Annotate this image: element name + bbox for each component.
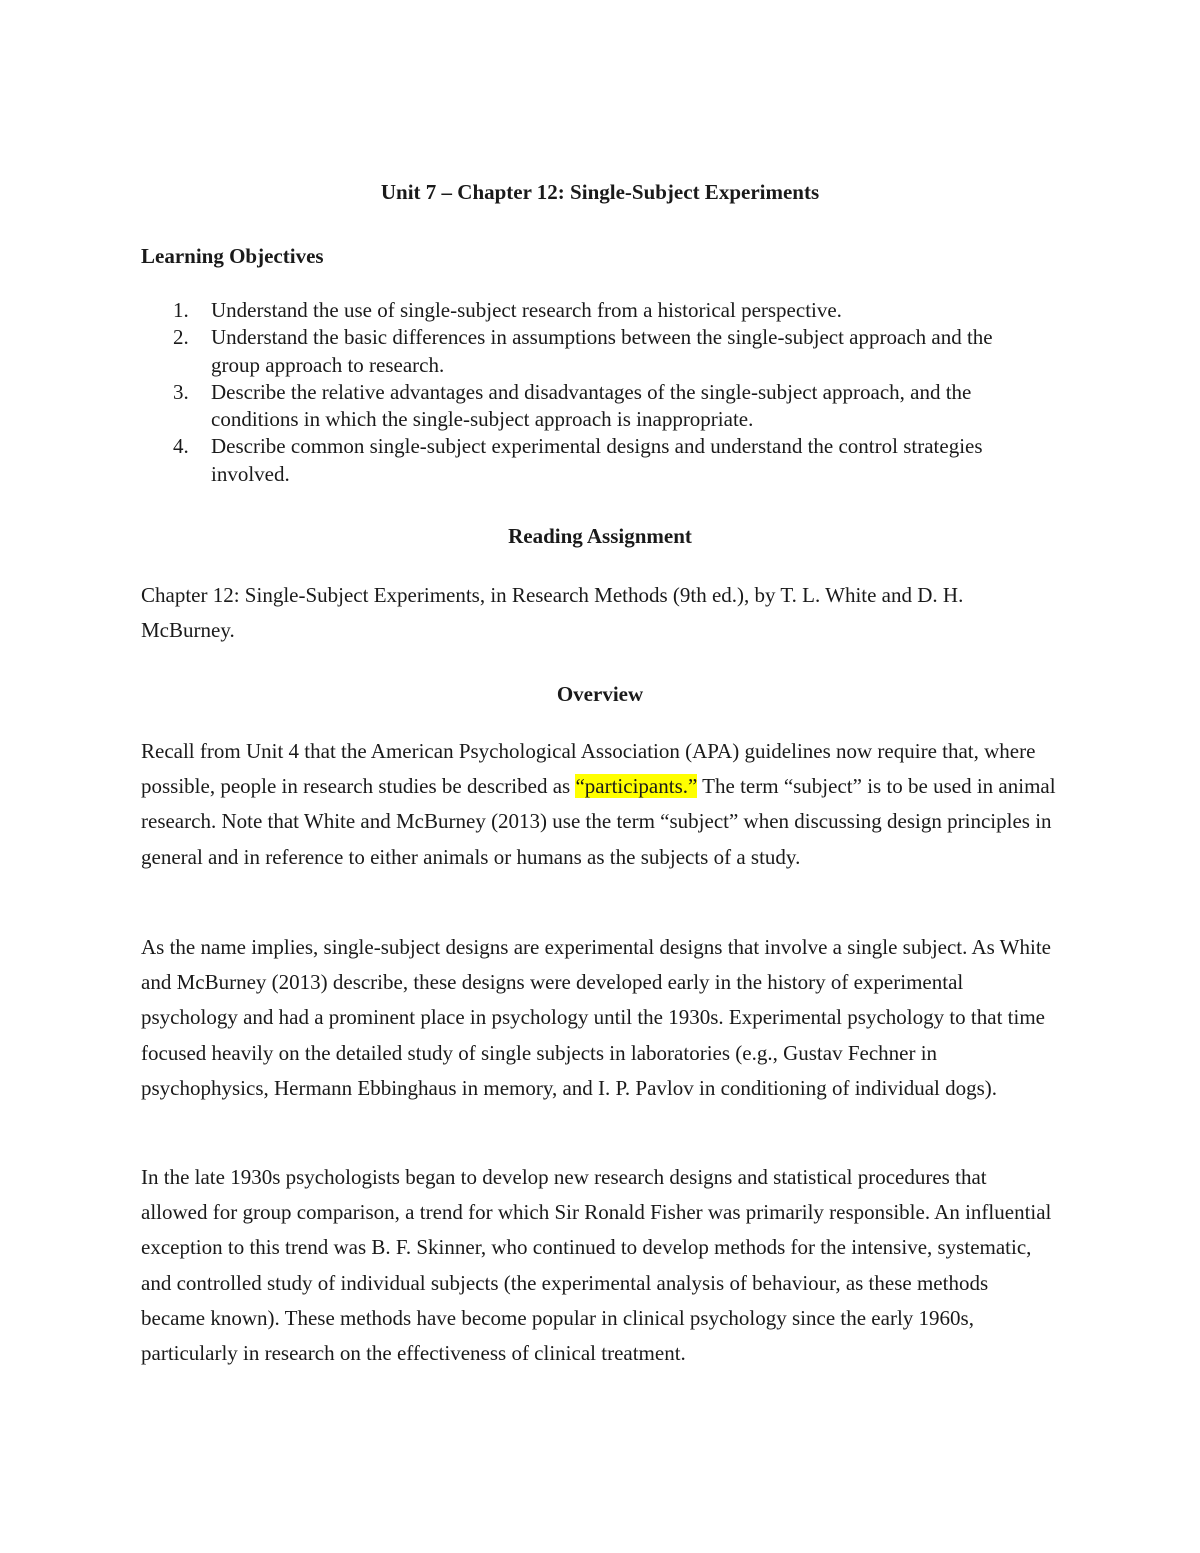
list-item-number: 2. bbox=[173, 325, 189, 350]
list-item-number: 1. bbox=[173, 298, 189, 322]
list-item bbox=[141, 324, 1041, 379]
list-item bbox=[141, 297, 1041, 324]
learning-objectives-heading: Learning Objectives bbox=[141, 244, 324, 268]
reading-assignment-heading: Reading Assignment bbox=[508, 524, 692, 548]
list-item-text: Describe common single-subject experimental designs and understand the control strategies involved. bbox=[211, 434, 983, 486]
list-item-text: Understand the use of single-subject research from a historical perspective. bbox=[211, 298, 842, 322]
overview-paragraph-1 bbox=[141, 734, 1056, 875]
overview-paragraph-2: As the name implies, single-subject designs are experimental designs that involve a single subject. As White and McBurney (2013) describe, these designs were developed early in the history of experimental psychology and had a prominent place in psychology until the 1930s. Experimental psychology to that time focused heavily on the detailed study of single subjects in laboratories (e.g., Gustav Fechner in psychophysics, Hermann Ebbinghaus in memory, and I. P. Pavlov in conditioning of individual dogs). bbox=[141, 935, 1051, 1100]
overview-paragraph-3: In the late 1930s psychologists began to develop new research designs and statistical procedures that allowed for group comparison, a trend for which Sir Ronald Fisher was primarily responsible. An influential exception to this trend was B. F. Skinner, who continued to develop methods for the intensive, systematic, and controlled study of individual subjects (the experimental analysis of behaviour, as these methods became known). These methods have become popular in clinical psychology since the early 1960s, particularly in research on the effectiveness of clinical treatment. bbox=[141, 1165, 1052, 1366]
list-item bbox=[141, 379, 1041, 434]
list-item-number: 3. bbox=[173, 379, 189, 404]
paragraph-text: The term “subject” is to be used in animal research. Note that White and McBurney (2013) use the term “subject” when discussing design principles in general and in reference to either animals or humans as the subjects of a study. bbox=[141, 774, 1056, 869]
learning-objectives-list bbox=[141, 297, 1041, 488]
overview-heading: Overview bbox=[556, 682, 644, 706]
document-title: Unit 7 – Chapter 12: Single-Subject Experiments bbox=[380, 180, 820, 204]
list-item bbox=[141, 433, 1041, 488]
list-item-number: 4. bbox=[173, 434, 189, 459]
list-item-text: Understand the basic differences in assumptions between the single-subject approach and the group approach to research. bbox=[211, 325, 993, 377]
list-item-text: Describe the relative advantages and disadvantages of the single-subject approach, and the conditions in which the single-subject approach is inappropriate. bbox=[211, 379, 972, 432]
paragraph-text: Recall from Unit 4 that the American Psychological Association (APA) guidelines now require that, where possible, people in research studies be described as bbox=[141, 739, 1036, 799]
highlighted-text: “participants.” bbox=[575, 774, 698, 799]
reading-assignment-text: Chapter 12: Single-Subject Experiments, in Research Methods (9th ed.), by T. L. White and D. H. McBurney. bbox=[141, 583, 964, 643]
